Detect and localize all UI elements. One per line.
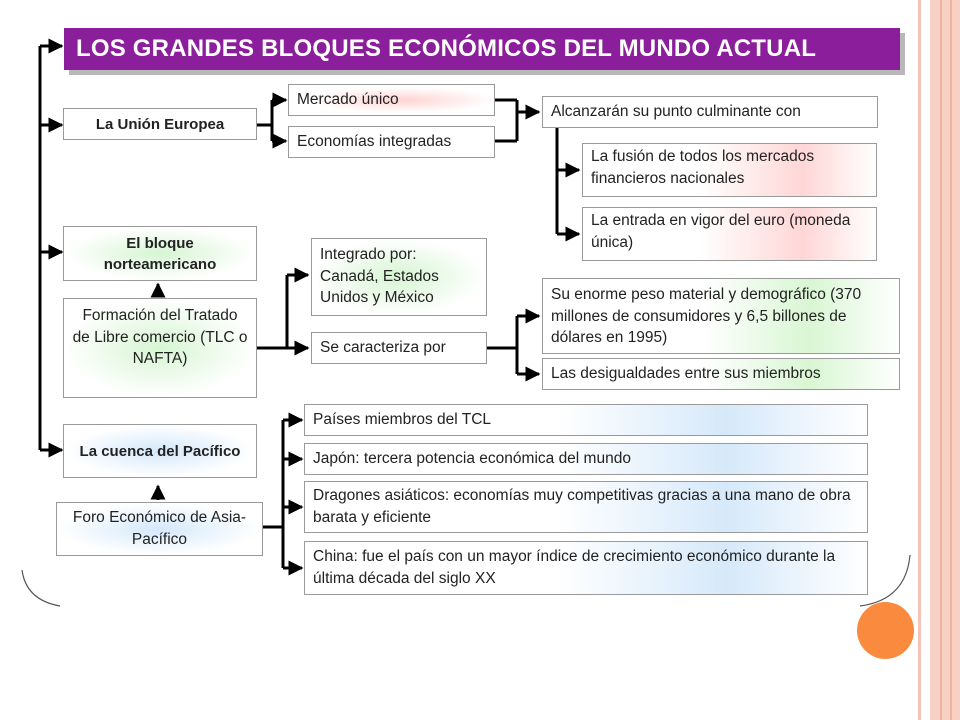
- node-cuenca-pacifico: La cuenca del Pacífico: [63, 424, 257, 478]
- accent-circle: [857, 602, 914, 659]
- node-desigualdades: Las desigualdades entre sus miembros: [542, 358, 900, 390]
- node-china: China: fue el país con un mayor índice de crecimiento económico durante la última década del siglo XX: [304, 541, 868, 595]
- node-union-europea: La Unión Europea: [63, 108, 257, 140]
- node-bloque-norteamericano: El bloque norteamericano: [63, 226, 257, 281]
- node-entrada-euro: La entrada en vigor del euro (moneda única): [582, 207, 877, 261]
- node-integrado-por: Integrado por: Canadá, Estados Unidos y México: [311, 238, 487, 316]
- page-title: LOS GRANDES BLOQUES ECONÓMICOS DEL MUNDO ACTUAL: [64, 28, 900, 70]
- node-japon: Japón: tercera potencia económica del mundo: [304, 443, 868, 475]
- node-dragones-asiaticos: Dragones asiáticos: economías muy competitivas gracias a una mano de obra barata y eficiente: [304, 481, 868, 533]
- node-fusion-mercados: La fusión de todos los mercados financieros nacionales: [582, 143, 877, 197]
- node-mercado-unico: Mercado único: [288, 84, 495, 116]
- node-economias-integradas: Economías integradas: [288, 126, 495, 158]
- node-alcanzaran: Alcanzarán su punto culminante con: [542, 96, 878, 128]
- node-formacion-tlc: Formación del Tratado de Libre comercio (TLC o NAFTA): [63, 298, 257, 398]
- node-foro-asia-pacifico: Foro Económico de Asia-Pacífico: [56, 502, 263, 556]
- node-peso-material: Su enorme peso material y demográfico (370 millones de consumidores y 6,5 billones de dólares en 1995): [542, 278, 900, 354]
- node-paises-tcl: Países miembros del TCL: [304, 404, 868, 436]
- node-se-caracteriza: Se caracteriza por: [311, 332, 487, 364]
